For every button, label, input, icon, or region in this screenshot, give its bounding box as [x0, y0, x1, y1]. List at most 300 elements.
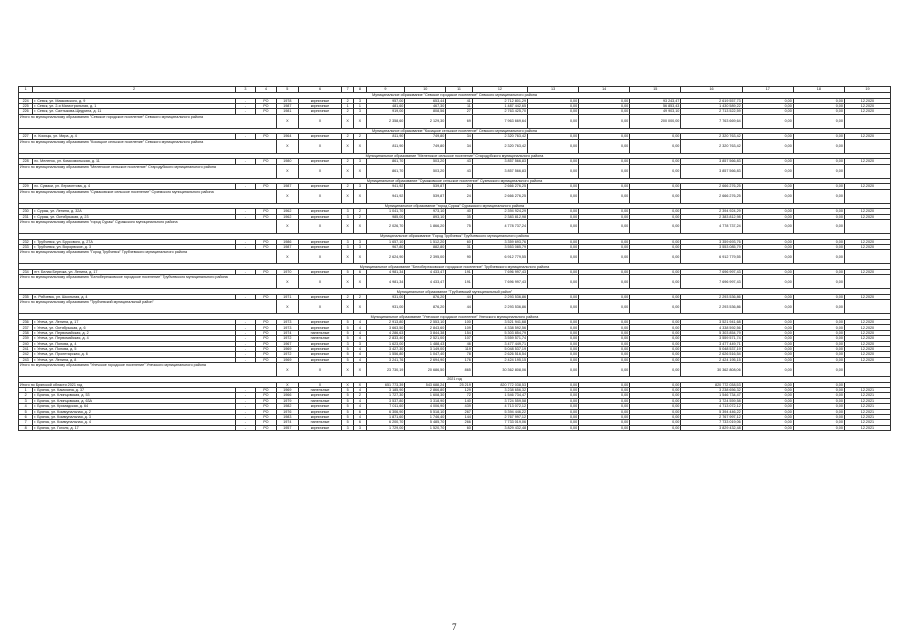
table-cell: -	[235, 346, 255, 351]
table-cell: 93 243,47	[630, 98, 681, 103]
table-cell: г. Севск, ул. Салтыкова-Щедрина, д. 11	[33, 109, 235, 114]
table-cell: 2 320 763,42	[472, 134, 527, 139]
table-cell: 24	[446, 189, 473, 203]
table-cell: кирпичные	[299, 103, 342, 108]
table-cell: 4 433,47	[405, 275, 446, 289]
table-cell: 0,00	[630, 164, 681, 178]
table-cell: 5	[341, 325, 353, 330]
table-cell: 12.2021	[844, 398, 890, 403]
table-cell: 0,00	[528, 382, 579, 387]
table-cell: 1980	[276, 159, 298, 164]
table-cell	[844, 300, 890, 314]
table-cell: 0,00	[579, 189, 630, 203]
table-cell: Итого по Брянской области 2021 год	[19, 382, 277, 387]
table-cell: 2 712 801,29	[472, 98, 527, 103]
table-cell: п. Косицы, ул. Мира, д. 4	[33, 134, 235, 139]
table-cell: 0,00	[579, 98, 630, 103]
table-cell: 60	[446, 239, 473, 244]
table-cell: X	[299, 250, 342, 264]
table-cell: 4 778 737,24	[472, 220, 527, 234]
table-cell: 0,00	[579, 214, 630, 219]
table-cell: 12.2021	[844, 409, 890, 414]
table-cell: 41	[446, 98, 473, 103]
table-cell: X	[354, 189, 366, 203]
table-cell: 0,00	[630, 295, 681, 300]
table-cell: 0,00	[793, 275, 844, 289]
table-cell: 12.2020	[844, 134, 890, 139]
table-cell: РО	[256, 404, 276, 409]
table-cell: X	[341, 275, 353, 289]
table-cell: 0,00	[579, 114, 630, 128]
table-cell: 0,00	[793, 393, 844, 398]
subtotal-row	[19, 250, 891, 264]
table-cell: 1972	[276, 336, 298, 341]
table-cell: РО	[256, 103, 276, 108]
table-cell: 0,00	[630, 336, 681, 341]
table-cell: 2	[354, 393, 366, 398]
table-cell: 503,20	[405, 164, 446, 178]
table-cell: 0,00	[579, 220, 630, 234]
table-cell: 4	[354, 325, 366, 330]
table-cell: 0,00	[630, 325, 681, 330]
table-cell: 876,20	[405, 300, 446, 314]
table-cell: 7 733 019,06	[472, 420, 527, 425]
table-cell: 0,00	[793, 239, 844, 244]
table-cell: X	[276, 382, 298, 387]
table-cell: 233	[19, 245, 33, 250]
table-cell: 0,00	[630, 404, 681, 409]
table-cell: 1 608,30	[405, 393, 446, 398]
table-cell: 5	[341, 409, 353, 414]
table-cell: -	[235, 341, 255, 346]
table-cell: 35	[446, 214, 473, 219]
table-cell: 3 477 449,71	[472, 341, 527, 346]
table-cell: г. Брянск, ул. Коммунальная, д. 3	[33, 414, 235, 419]
table-cell: 0,00	[793, 164, 844, 178]
table-cell: 0,00	[630, 239, 681, 244]
table-cell: 0,00	[793, 300, 844, 314]
table-cell: 3 537,80	[366, 398, 405, 403]
table-cell: 5	[341, 270, 353, 275]
table-cell: 0,00	[742, 220, 793, 234]
table-cell: 0,00	[630, 393, 681, 398]
table-cell: 107	[446, 336, 473, 341]
table-cell: 0,00	[579, 103, 630, 108]
table-cell: 2 666 276,25	[472, 184, 527, 189]
table-cell: 0,00	[579, 341, 630, 346]
table-cell: 2	[354, 134, 366, 139]
table-cell: Муниципальное образование "Сумаковское сельское поселение" Суземского муниципального района	[19, 178, 891, 184]
table-cell: X	[299, 382, 342, 387]
table-cell: 0,00	[793, 387, 844, 392]
table-cell: 0,00	[528, 341, 579, 346]
table-cell: 176	[446, 357, 473, 362]
table-cell: 0,00	[579, 387, 630, 392]
table-cell: РО	[256, 425, 276, 430]
table-cell: 3 857 566,83	[472, 159, 527, 164]
table-cell: кирпичные	[299, 341, 342, 346]
table-cell: 12.2020	[844, 239, 890, 244]
table-cell: 1	[19, 387, 33, 392]
table-cell: 2 626 516,54	[681, 352, 742, 357]
table-cell: 0,00	[528, 275, 579, 289]
table-cell: кирпичные	[299, 346, 342, 351]
table-cell: Муниципальное образование "Унечское городское поселение" Унечского муниципального района	[19, 314, 891, 320]
table-cell: 237	[19, 325, 33, 330]
table-cell: 3	[341, 239, 353, 244]
table-cell: 0,00	[742, 245, 793, 250]
table-cell: 1 871,60	[366, 414, 405, 419]
table-cell: 23 730,19	[366, 363, 405, 377]
table-cell: 3	[354, 109, 366, 114]
table-cell: 17	[742, 87, 793, 93]
table-cell: 231	[19, 214, 33, 219]
table-cell: 0,00	[793, 414, 844, 419]
table-cell: 3	[354, 341, 366, 346]
table-cell: 5	[341, 393, 353, 398]
table-cell: 4 433,47	[405, 270, 446, 275]
table-cell: г. Брянск, ул. Клинцовская, д. 53	[33, 393, 235, 398]
table-cell: 3 559 571,74	[472, 336, 527, 341]
table-cell: панельные	[299, 336, 342, 341]
table-cell: 4 981,34	[366, 275, 405, 289]
table-cell: 4 006,90	[405, 404, 446, 409]
table-cell: 0,00	[793, 357, 844, 362]
table-cell: 0,00	[528, 330, 579, 335]
table-cell: 0,00	[528, 239, 579, 244]
table-cell: 0,00	[579, 382, 630, 387]
table-cell: 1987	[276, 245, 298, 250]
table-cell: 234	[19, 270, 33, 275]
table-cell: 2	[354, 295, 366, 300]
table-cell: 5 048 537,19	[681, 346, 742, 351]
table-cell: РО	[256, 184, 276, 189]
table-cell: 2	[341, 295, 353, 300]
table-cell: 0,00	[630, 214, 681, 219]
table-cell: 2 694,90	[405, 357, 446, 362]
table-cell: X	[276, 164, 298, 178]
table-cell: 0,00	[742, 382, 793, 387]
table-cell: -	[235, 209, 255, 214]
table-cell: 266	[446, 420, 473, 425]
table-cell: 5	[19, 409, 33, 414]
table-cell: 0,00	[630, 139, 681, 153]
table-cell: 0,00	[742, 214, 793, 219]
table-cell: 12.2020	[844, 320, 890, 325]
table-cell	[844, 250, 890, 264]
table-cell: 931,00	[366, 300, 405, 314]
table-cell: 0,00	[528, 393, 579, 398]
table-cell: 0,00	[793, 295, 844, 300]
table-cell: 0,00	[528, 209, 579, 214]
table-cell: 0,00	[528, 387, 579, 392]
table-cell: 0,00	[630, 250, 681, 264]
table-cell: 0,00	[528, 300, 579, 314]
table-cell: 0,00	[528, 425, 579, 430]
table-cell: 14	[579, 87, 630, 93]
table-cell: 3 724 559,58	[472, 398, 527, 403]
table-cell: 0,00	[630, 245, 681, 250]
table-cell: 2	[341, 109, 353, 114]
table-cell: 12.2020	[844, 346, 890, 351]
subtotal-row	[19, 139, 891, 153]
table-cell: 2 293 536,86	[472, 295, 527, 300]
table-cell: РО	[256, 341, 276, 346]
subtotal-row	[19, 189, 891, 203]
table-cell: 876,20	[405, 295, 446, 300]
table-cell: -	[235, 425, 255, 430]
table-cell: 240	[19, 341, 33, 346]
table-cell: 0,00	[630, 409, 681, 414]
table-cell: 119	[446, 346, 473, 351]
table-cell: 3	[341, 341, 353, 346]
table-cell: Муниципальное образование "Косицкое сельское поселение" Севского муниципального района	[19, 128, 891, 134]
table-cell: 13	[528, 87, 579, 93]
table-cell: 0,00	[742, 139, 793, 153]
table-cell: 25 219	[446, 382, 473, 387]
table-cell: -	[235, 134, 255, 139]
table-cell: 12.2020	[844, 245, 890, 250]
table-cell: 0,00	[579, 245, 630, 250]
table-cell: 242	[19, 352, 33, 357]
table-cell: 0,00	[742, 275, 793, 289]
table-cell: кирпичные	[299, 214, 342, 219]
table-cell: 0,00	[579, 134, 630, 139]
table-cell: 0,00	[742, 420, 793, 425]
table-cell: X	[276, 220, 298, 234]
table-cell: кирпичные	[299, 325, 342, 330]
table-cell: 4	[354, 357, 366, 362]
table-cell: 4 713 072,12	[472, 404, 527, 409]
table-cell: 0,00	[793, 425, 844, 430]
table-cell: -	[235, 325, 255, 330]
table-cell: 811,90	[366, 139, 405, 153]
table-cell: 1	[354, 103, 366, 108]
table-cell: 4	[354, 387, 366, 392]
table-cell: 3 238 656,32	[472, 387, 527, 392]
table-cell: РО	[256, 336, 276, 341]
table-cell: 0,00	[793, 346, 844, 351]
table-cell: 0,00	[793, 245, 844, 250]
table-cell: г. Сураж, ул. Октябрьская, д. 23	[33, 214, 235, 219]
table-cell: 0,00	[528, 270, 579, 275]
table-cell: 0,00	[793, 382, 844, 387]
table-cell: -	[235, 98, 255, 103]
table-cell: 3 844,38	[405, 330, 446, 335]
table-cell: 0,00	[579, 139, 630, 153]
table-cell: 144	[446, 414, 473, 419]
table-cell: X	[299, 114, 342, 128]
table-cell: 1974	[276, 420, 298, 425]
table-cell: 1973	[276, 320, 298, 325]
table-cell: г. Унеча, ул. Пролетарская, д. 6	[33, 352, 235, 357]
table-cell: -	[235, 103, 255, 108]
table-cell: 1 488,43	[405, 341, 446, 346]
table-cell: 0,00	[742, 387, 793, 392]
table-cell: 1978	[276, 98, 298, 103]
table-cell: кирпичные	[299, 295, 342, 300]
table-cell: 2 383 812,98	[472, 214, 527, 219]
table-cell: 7 011,60	[366, 404, 405, 409]
table-cell: 2	[341, 159, 353, 164]
table-cell: 15	[630, 87, 681, 93]
table-cell: -	[235, 184, 255, 189]
table-cell: 0,00	[528, 245, 579, 250]
table-cell: 1971	[276, 295, 298, 300]
table-cell: 0,00	[793, 250, 844, 264]
table-cell: 3 359 693,76	[681, 239, 742, 244]
table-cell: г. Брянск, ул. Кромадская, д. 64	[33, 404, 235, 409]
table-cell: г. Брянск, ул. Гоголя, д. 17	[33, 425, 235, 430]
table-cell: 0,00	[579, 275, 630, 289]
table-cell: 0,00	[630, 300, 681, 314]
table-cell: 2 383 812,98	[681, 214, 742, 219]
table-cell: 439	[446, 404, 473, 409]
table-cell: 0,00	[742, 98, 793, 103]
table-cell: 1 866,20	[405, 220, 446, 234]
table-cell: 5	[341, 336, 353, 341]
table-cell: -	[235, 109, 255, 114]
table-cell: X	[299, 164, 342, 178]
table-cell: 7	[19, 420, 33, 425]
table-cell: 0,00	[742, 336, 793, 341]
table-cell: РО	[256, 214, 276, 219]
table-cell: 2 320 763,42	[681, 139, 742, 153]
table-cell: 0,00	[793, 189, 844, 203]
table-cell: 2 619 557,73	[681, 98, 742, 103]
table-cell: панельные	[299, 398, 342, 403]
table-cell: 4	[354, 330, 366, 335]
table-cell: 893,10	[405, 214, 446, 219]
table-cell: РО	[256, 98, 276, 103]
table-cell: 3	[341, 214, 353, 219]
table-cell: 481,60	[366, 103, 405, 108]
table-cell: РО	[256, 409, 276, 414]
table-cell: 0,00	[579, 239, 630, 244]
table-cell: 12.2020	[844, 214, 890, 219]
table-cell: РО	[256, 109, 276, 114]
table-cell: 5 485,70	[405, 420, 446, 425]
table-cell: 1983	[276, 414, 298, 419]
table-cell: 12.2020	[844, 330, 890, 335]
table-cell: 1986	[276, 239, 298, 244]
table-cell: РО	[256, 357, 276, 362]
table-cell: г. Брянск, ул. Коммунальная, д. 4	[33, 420, 235, 425]
table-cell: 0,00	[630, 387, 681, 392]
table-cell: пс. Сумаки, ул. Лермонтова, д. 4	[33, 184, 235, 189]
table-cell: 6	[354, 420, 366, 425]
table-cell: Итого по муниципальному образованию "Меленское сельское поселение" Стародубского муниципального района	[19, 164, 277, 178]
table-cell: X	[354, 139, 366, 153]
table-cell: 0,00	[528, 250, 579, 264]
table-cell: 2 293 536,86	[472, 300, 527, 314]
table-cell: 4 286,63	[366, 330, 405, 335]
table-cell: кирпичные	[299, 425, 342, 430]
table-cell: 16	[681, 87, 742, 93]
table-cell: Муниципальное образование "Город Трубчевск" Трубчевского муниципального района	[19, 234, 891, 240]
table-cell: 18	[793, 87, 844, 93]
table-cell: 78	[446, 352, 473, 357]
table-cell: 1 041,70	[366, 209, 405, 214]
table-cell: 0,00	[579, 325, 630, 330]
table-cell: 1964	[276, 134, 298, 139]
table-cell: 225	[19, 103, 33, 108]
table-cell: 0,00	[630, 159, 681, 164]
table-cell: 0,00	[793, 330, 844, 335]
table-cell: 9	[366, 87, 405, 93]
table-cell	[844, 220, 890, 234]
table-cell: X	[341, 114, 353, 128]
table-cell: 0,00	[579, 336, 630, 341]
table-cell: 2 713 522,59	[681, 109, 742, 114]
table-cell: 957,00	[366, 98, 405, 103]
table-cell: 1 047,40	[405, 352, 446, 357]
table-cell: -	[235, 270, 255, 275]
table-cell: 0,00	[579, 420, 630, 425]
table-cell: 1 430 589,22	[681, 103, 742, 108]
table-cell: 1 556,80	[366, 352, 405, 357]
table-cell: 4	[354, 352, 366, 357]
table-cell: г. Унеча, ул. Октябрьская, д. 6	[33, 325, 235, 330]
subtotal-row	[19, 114, 891, 128]
table-cell: 0,00	[630, 398, 681, 403]
table-cell: 4	[354, 414, 366, 419]
table-row	[19, 425, 891, 430]
table-cell: 1973	[276, 325, 298, 330]
table-cell: 10	[405, 87, 446, 93]
table-cell: 1969	[276, 387, 298, 392]
table-cell: 6 306,90	[366, 409, 405, 414]
table-cell: 4	[354, 336, 366, 341]
table-cell: РО	[256, 270, 276, 275]
table-cell: 539,87	[405, 184, 446, 189]
table-cell: кирпичные	[299, 404, 342, 409]
table-cell: 1966	[276, 393, 298, 398]
table-cell: 3	[354, 239, 366, 244]
table-cell: 44	[446, 295, 473, 300]
table-cell: X	[341, 363, 353, 377]
table-cell: 0,00	[579, 184, 630, 189]
table-cell: 808,56	[405, 109, 446, 114]
table-cell: 3	[235, 87, 255, 93]
table-cell: X	[341, 300, 353, 314]
table-cell: 3 521 941,68	[472, 320, 527, 325]
table-cell: 1 746,40	[405, 414, 446, 419]
table-cell: РО	[256, 414, 276, 419]
table-cell: 0,00	[528, 320, 579, 325]
table-cell: 0,00	[793, 103, 844, 108]
table-cell: 0,00	[742, 414, 793, 419]
table-cell: 5 394 446,22	[681, 409, 742, 414]
table-cell: 227	[19, 134, 33, 139]
table-cell: Итого по муниципальному образованию "Косицкое сельское поселение" Севского муниципального района	[19, 139, 277, 153]
table-cell: 2 424 195,15	[681, 357, 742, 362]
table-cell: 5	[341, 398, 353, 403]
table-cell: 1 546 734,47	[472, 393, 527, 398]
table-cell: 3 149,00	[405, 346, 446, 351]
table-cell: 200 000,00	[630, 114, 681, 128]
table-cell: 820 772 038,53	[681, 382, 742, 387]
table-cell: 0,00	[630, 220, 681, 234]
table-cell: 0,00	[528, 352, 579, 357]
table-cell: кирпичные	[299, 134, 342, 139]
table-cell: -	[235, 414, 255, 419]
table-cell: 34	[446, 139, 473, 153]
table-cell: 6	[19, 414, 33, 419]
table-cell: 0,00	[630, 352, 681, 357]
table-cell: 0,00	[528, 420, 579, 425]
table-cell: 0,00	[793, 184, 844, 189]
